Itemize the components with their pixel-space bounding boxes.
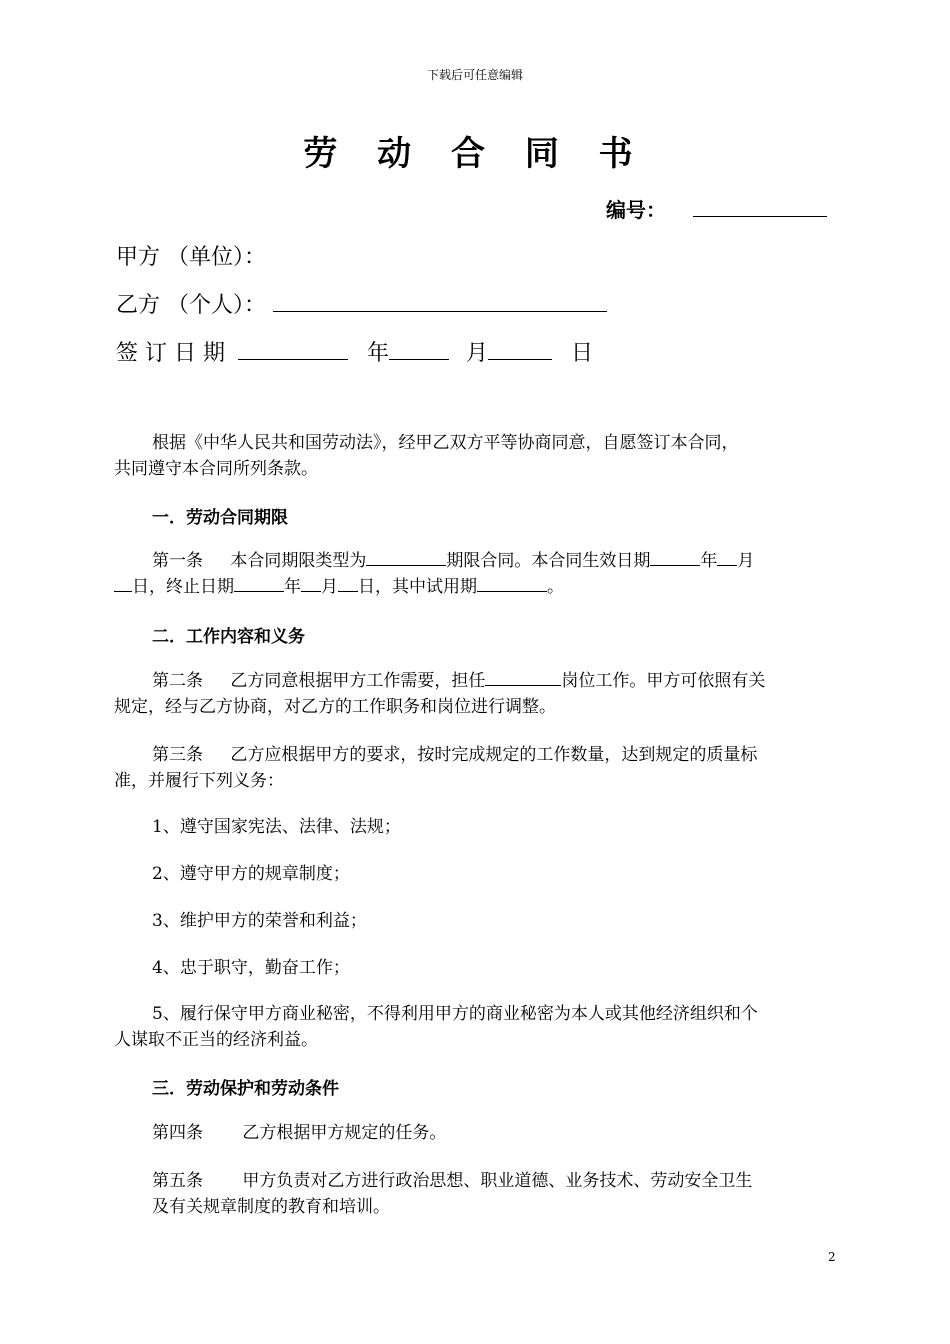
duty-item-3: 3、维护甲方的荣誉和利益； <box>152 911 367 931</box>
party-a-line <box>116 240 266 271</box>
duty-item-4: 4、忠于职守，勤奋工作； <box>152 958 350 978</box>
start-day-blank <box>114 574 132 592</box>
article-1-text-f: 年 <box>284 577 301 597</box>
term-type-blank <box>366 548 446 566</box>
party-b-line <box>116 288 607 319</box>
article-2-line-1 <box>152 668 765 694</box>
article-4-text: 乙方根据甲方规定的任务。 <box>242 1123 447 1143</box>
article-1-line-1 <box>152 548 754 574</box>
article-1-text-g: 月 <box>321 577 338 597</box>
end-year-blank <box>234 574 284 592</box>
article-1-text-b: 期限合同。本合同生效日期 <box>446 551 651 571</box>
article-1-line-2 <box>114 574 564 600</box>
duty-item-5-line-2: 人谋取不正当的经济利益。 <box>114 1030 318 1050</box>
party-b-label: 乙方 （个人）： <box>116 293 266 318</box>
document-title: 劳 动 合 同 书 <box>303 134 647 174</box>
article-2-text-a: 乙方同意根据甲方工作需要，担任 <box>230 671 486 691</box>
article-1-label: 第一条 <box>152 551 203 571</box>
article-1-text-d: 月 <box>737 551 755 571</box>
start-year-blank <box>650 548 700 566</box>
article-5-line-2: 及有关规章制度的教育和培训。 <box>152 1197 390 1217</box>
article-3-label: 第三条 <box>152 745 203 765</box>
section-heading-3: 三．劳动保护和劳动条件 <box>152 1079 339 1099</box>
sign-year-blank <box>238 337 348 360</box>
duty-item-5-line-1: 5、履行保守甲方商业秘密，不得利用甲方的商业秘密为本人或其他经济组织和个 <box>152 1004 758 1024</box>
article-1-text-i: 。 <box>547 577 564 597</box>
article-1-text-a: 本合同期限类型为 <box>230 551 367 571</box>
page-number: 2 <box>828 1250 836 1264</box>
article-2-line-2: 规定，经与乙方协商，对乙方的工作职务和岗位进行调整。 <box>114 697 556 717</box>
sign-day-label: 日 <box>571 341 594 366</box>
section-heading-2: 二．工作内容和义务 <box>152 627 305 647</box>
party-b-blank <box>273 289 607 312</box>
party-a-label: 甲方 （单位）： <box>116 245 266 270</box>
article-2-label: 第二条 <box>152 671 203 691</box>
article-3-line-2: 准，并履行下列义务： <box>114 771 284 791</box>
sign-month-label: 月 <box>466 341 489 366</box>
contract-number-blank <box>693 196 827 217</box>
contract-number <box>606 194 827 223</box>
sign-month-blank <box>389 337 449 360</box>
intro-line-1: 根据《中华人民共和国劳动法》，经甲乙双方平等协商同意，自愿签订本合同， <box>152 433 739 453</box>
position-blank <box>485 668 561 686</box>
sign-year-label: 年 <box>366 341 389 366</box>
duty-item-2: 2、遵守甲方的规章制度； <box>152 864 350 884</box>
article-3-line-1 <box>152 742 757 768</box>
sign-date-line <box>116 336 593 367</box>
article-3-text: 乙方应根据甲方的要求，按时完成规定的工作数量，达到规定的质量标 <box>230 745 758 765</box>
sign-day-blank <box>488 337 552 360</box>
start-month-blank <box>717 548 737 566</box>
end-month-blank <box>301 574 321 592</box>
article-2-text-b: 岗位工作。甲方可依照有关 <box>561 671 766 691</box>
article-1-text-e: 日，终止日期 <box>132 577 234 597</box>
intro-line-2: 共同遵守本合同所列条款。 <box>114 459 318 479</box>
probation-blank <box>477 574 547 592</box>
article-5-label: 第五条 <box>152 1171 203 1191</box>
contract-number-label: 编号： <box>606 198 666 222</box>
sign-date-label: 签 订 日 期 <box>116 341 225 366</box>
page-header-note: 下载后可任意编辑 <box>426 68 523 82</box>
article-4-line <box>152 1120 446 1146</box>
article-1-text-h: 日，其中试用期 <box>358 577 477 597</box>
article-4-label: 第四条 <box>152 1123 203 1143</box>
section-heading-1: 一．劳动合同期限 <box>152 508 288 528</box>
duty-item-1: 1、遵守国家宪法、法律、法规； <box>152 817 401 837</box>
end-day-blank <box>338 574 358 592</box>
article-5-text: 甲方负责对乙方进行政治思想、职业道德、业务技术、劳动安全卫生 <box>242 1171 753 1191</box>
article-5-line-1 <box>152 1168 752 1194</box>
article-1-text-c: 年 <box>700 551 718 571</box>
